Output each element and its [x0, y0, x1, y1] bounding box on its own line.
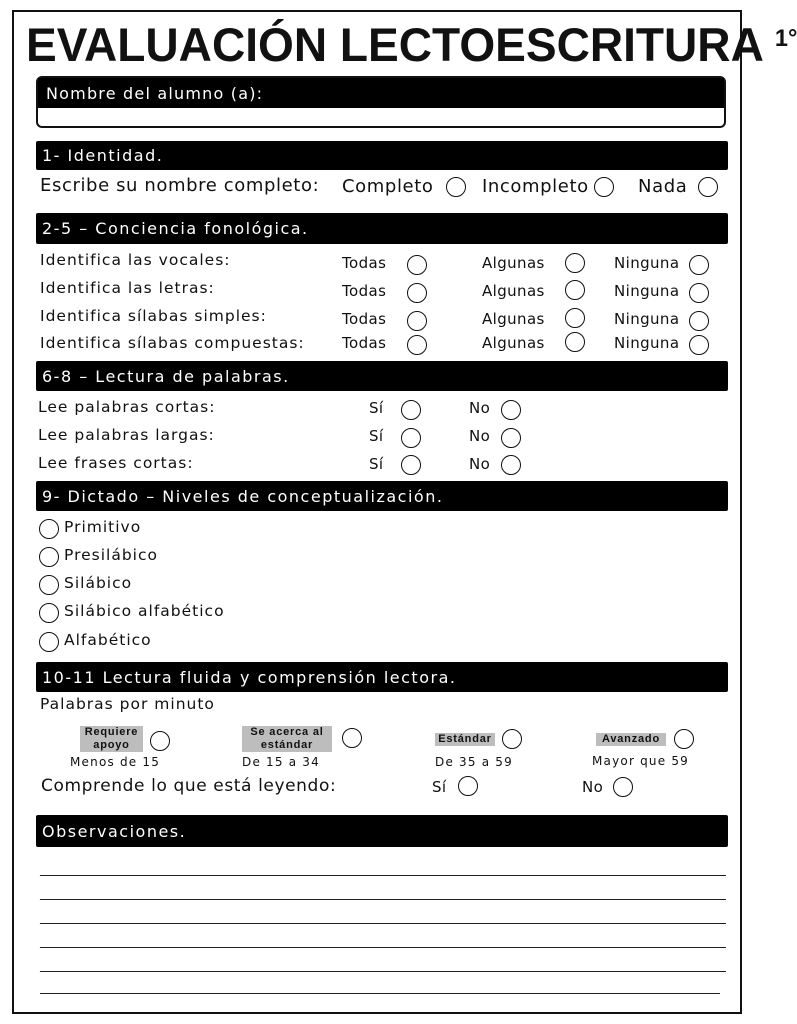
- opt-all-label: Todas: [342, 334, 387, 352]
- dash-mark: __: [40, 862, 52, 876]
- yes-radio[interactable]: [401, 428, 421, 448]
- opt-some-radio[interactable]: [565, 253, 585, 273]
- chip-line: Avanzado: [602, 733, 660, 745]
- chip-line: Requiere: [84, 726, 139, 738]
- no-label: No: [469, 455, 491, 473]
- observation-line[interactable]: [40, 899, 726, 900]
- word-reading-row-label: Lee palabras cortas:: [38, 398, 216, 416]
- yes-radio[interactable]: [401, 400, 421, 420]
- dash-mark: __: [40, 934, 52, 948]
- yes-label: Sí: [369, 455, 384, 473]
- level-label: Silábico: [64, 574, 133, 592]
- level-syllabic-alphabetic-radio[interactable]: [39, 603, 59, 623]
- level-primitive-radio[interactable]: [39, 519, 59, 539]
- range-label: Menos de 15: [70, 755, 161, 769]
- section-dictation-heading: 9- Dictado – Niveles de conceptualización.: [36, 481, 728, 511]
- opt-all-radio[interactable]: [407, 255, 427, 275]
- level-approaching-chip: [242, 726, 332, 752]
- comprehension-no-label: No: [582, 778, 604, 796]
- phonology-row-label: Identifica sílabas compuestas:: [40, 334, 305, 352]
- level-alphabetic-radio[interactable]: [39, 632, 59, 652]
- yes-radio[interactable]: [401, 455, 421, 475]
- identity-prompt: Escribe su nombre completo:: [40, 175, 320, 196]
- opt-all-label: Todas: [342, 282, 387, 300]
- observation-line[interactable]: [40, 971, 726, 972]
- opt-some-label: Algunas: [482, 254, 545, 272]
- section-phonology-heading: 2-5 – Conciencia fonológica.: [36, 213, 728, 244]
- level-advanced-chip: [596, 733, 666, 746]
- chip-line: estándar: [260, 739, 314, 751]
- comprehension-label: Comprende lo que está leyendo:: [41, 776, 337, 796]
- option-none-label: Nada: [638, 176, 688, 197]
- opt-none-radio[interactable]: [689, 335, 709, 355]
- level-label: Silábico alfabético: [64, 602, 225, 620]
- section-observations-heading: Observaciones.: [36, 815, 728, 847]
- opt-none-label: Ninguna: [614, 282, 680, 300]
- level-label: Presilábico: [64, 546, 158, 564]
- range-label: Mayor que 59: [592, 754, 689, 768]
- opt-all-radio[interactable]: [407, 335, 427, 355]
- opt-all-label: Todas: [342, 310, 387, 328]
- observation-line[interactable]: [40, 875, 726, 876]
- observation-line[interactable]: [40, 923, 726, 924]
- option-complete-label: Completo: [342, 176, 434, 197]
- level-label: Primitivo: [64, 518, 142, 536]
- observation-line[interactable]: [40, 947, 726, 948]
- student-name-label: Nombre del alumno (a):: [38, 78, 724, 108]
- ppm-label: Palabras por minuto: [40, 695, 215, 713]
- dash-mark: __: [40, 910, 52, 924]
- opt-none-radio[interactable]: [689, 283, 709, 303]
- dash-mark: __: [40, 958, 52, 972]
- section-fluency-heading: 10-11 Lectura fluida y comprensión lectora.: [36, 662, 728, 692]
- opt-some-radio[interactable]: [565, 308, 585, 328]
- option-incomplete-radio[interactable]: [594, 177, 614, 197]
- comprehension-yes-radio[interactable]: [458, 776, 478, 796]
- level-needs-support-radio[interactable]: [150, 731, 170, 751]
- word-reading-row-label: Lee frases cortas:: [38, 454, 194, 472]
- word-reading-row-label: Lee palabras largas:: [38, 426, 215, 444]
- chip-line: Estándar: [438, 733, 492, 745]
- no-radio[interactable]: [501, 428, 521, 448]
- range-label: De 15 a 34: [242, 755, 320, 769]
- student-name-field[interactable]: [36, 76, 726, 128]
- yes-label: Sí: [369, 427, 384, 445]
- opt-some-label: Algunas: [482, 282, 545, 300]
- opt-none-label: Ninguna: [614, 254, 680, 272]
- chip-line: Se acerca al: [250, 726, 324, 738]
- opt-all-radio[interactable]: [407, 283, 427, 303]
- opt-some-label: Algunas: [482, 310, 545, 328]
- level-presyllabic-radio[interactable]: [39, 547, 59, 567]
- yes-label: Sí: [369, 399, 384, 417]
- opt-none-label: Ninguna: [614, 334, 680, 352]
- opt-none-radio[interactable]: [689, 255, 709, 275]
- phonology-row-label: Identifica las vocales:: [40, 251, 231, 269]
- option-incomplete-label: Incompleto: [482, 176, 589, 197]
- opt-all-radio[interactable]: [407, 311, 427, 331]
- grade-mark: 1°: [774, 25, 797, 52]
- section-identity-heading: 1- Identidad.: [36, 141, 728, 170]
- opt-some-label: Algunas: [482, 334, 545, 352]
- page-title: [26, 14, 797, 74]
- level-standard-radio[interactable]: [502, 729, 522, 749]
- no-label: No: [469, 399, 491, 417]
- dash-mark: __: [40, 886, 52, 900]
- phonology-row-label: Identifica sílabas simples:: [40, 307, 267, 325]
- level-syllabic-radio[interactable]: [39, 575, 59, 595]
- observation-line[interactable]: [40, 993, 720, 994]
- level-approaching-radio[interactable]: [342, 728, 362, 748]
- no-radio[interactable]: [501, 455, 521, 475]
- option-complete-radio[interactable]: [446, 177, 466, 197]
- option-none-radio[interactable]: [698, 177, 718, 197]
- opt-some-radio[interactable]: [565, 280, 585, 300]
- level-standard-chip: [435, 733, 495, 746]
- chip-line: apoyo: [93, 739, 130, 751]
- opt-all-label: Todas: [342, 254, 387, 272]
- opt-some-radio[interactable]: [565, 332, 585, 352]
- level-needs-support-chip: [80, 726, 143, 752]
- opt-none-label: Ninguna: [614, 310, 680, 328]
- range-label: De 35 a 59: [435, 755, 513, 769]
- no-radio[interactable]: [501, 400, 521, 420]
- opt-none-radio[interactable]: [689, 311, 709, 331]
- no-label: No: [469, 427, 491, 445]
- phonology-row-label: Identifica las letras:: [40, 279, 215, 297]
- level-advanced-radio[interactable]: [674, 729, 694, 749]
- title-text: EVALUACIÓN LECTOESCRITURA: [26, 18, 763, 71]
- comprehension-yes-label: Sí: [432, 778, 447, 796]
- comprehension-no-radio[interactable]: [613, 777, 633, 797]
- level-label: Alfabético: [64, 631, 152, 649]
- section-word-reading-heading: 6-8 – Lectura de palabras.: [36, 361, 728, 391]
